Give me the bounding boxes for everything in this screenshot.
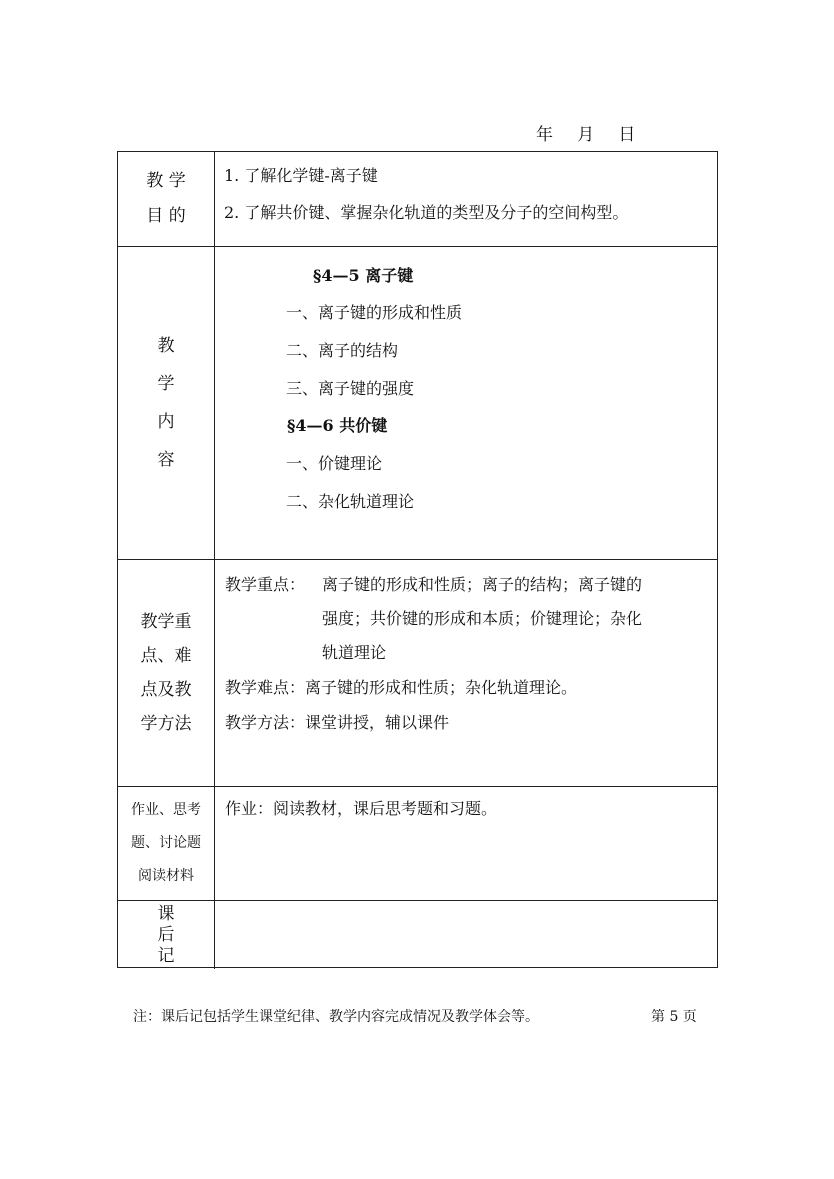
reflection-label-line-1: 课 bbox=[157, 903, 175, 924]
key-points-row bbox=[118, 560, 717, 787]
content-label-line-4: 容 bbox=[157, 450, 175, 470]
objectives-label-line-2: 目 的 bbox=[146, 206, 186, 226]
section1-item-2: 二、离子的结构 bbox=[286, 341, 399, 360]
objectives-content-cell bbox=[215, 152, 717, 246]
key-points-label-line-4: 学方法 bbox=[140, 714, 192, 734]
focus-prefix: 教学重点： bbox=[225, 575, 306, 594]
objective-item-1: 1. 了解化学键-离子键 bbox=[224, 166, 378, 185]
objectives-row bbox=[118, 152, 717, 247]
section2-item-1: 一、价键理论 bbox=[286, 454, 383, 473]
content-label-line-1: 教 bbox=[157, 336, 175, 356]
homework-label-line-1: 作业、思考 bbox=[131, 802, 201, 818]
date-line: 年 月 日 bbox=[536, 125, 638, 145]
section1-item-3: 三、离子键的强度 bbox=[286, 379, 415, 398]
key-points-label-cell bbox=[118, 560, 215, 786]
footer-note: 注：课后记包括学生课堂纪律、教学内容完成情况及教学体会等。 bbox=[133, 1009, 539, 1025]
key-points-label-line-2: 点、难 bbox=[140, 646, 192, 666]
objectives-label-cell bbox=[118, 152, 215, 246]
reflection-content-cell bbox=[215, 901, 717, 969]
key-points-label-line-3: 点及教 bbox=[140, 680, 192, 700]
section-heading-4-5: §4—5 离子键 bbox=[313, 266, 414, 285]
focus-line-2: 强度；共价键的形成和本质；价键理论；杂化 bbox=[322, 609, 643, 628]
key-points-label-line-1: 教学重 bbox=[140, 612, 192, 632]
reflection-label-line-2: 后 bbox=[157, 924, 175, 945]
key-points-content-cell bbox=[215, 560, 717, 786]
section-heading-4-6: §4—6 共价键 bbox=[287, 416, 388, 435]
content-label-line-2: 学 bbox=[157, 374, 175, 394]
page-number: 第 5 页 bbox=[651, 1009, 697, 1025]
homework-label-cell bbox=[118, 787, 215, 900]
homework-content-cell bbox=[215, 787, 717, 900]
method-line: 教学方法：课堂讲授，辅以课件 bbox=[225, 713, 450, 732]
difficulty-line: 教学难点：离子键的形成和性质；杂化轨道理论。 bbox=[225, 678, 578, 697]
content-label-cell bbox=[118, 247, 215, 559]
homework-text: 作业：阅读教材，课后思考题和习题。 bbox=[225, 799, 498, 818]
section2-item-2: 二、杂化轨道理论 bbox=[286, 492, 415, 511]
content-row bbox=[118, 247, 717, 560]
objective-item-2: 2. 了解共价键、掌握杂化轨道的类型及分子的空间构型。 bbox=[224, 203, 629, 222]
reflection-row bbox=[118, 901, 717, 969]
focus-line-3: 轨道理论 bbox=[322, 643, 387, 662]
lesson-plan-table bbox=[117, 151, 718, 968]
section1-item-1: 一、离子键的形成和性质 bbox=[286, 303, 463, 322]
homework-label-line-2: 题、讨论题 bbox=[131, 835, 201, 851]
reflection-label-cell bbox=[118, 901, 215, 969]
reflection-label-line-3: 记 bbox=[157, 945, 175, 966]
content-cell bbox=[215, 247, 717, 559]
focus-line-1: 离子键的形成和性质；离子的结构；离子键的 bbox=[322, 575, 643, 594]
content-label-line-3: 内 bbox=[157, 412, 175, 432]
homework-label-line-3: 阅读材料 bbox=[138, 868, 194, 884]
objectives-label-line-1: 教 学 bbox=[146, 171, 186, 191]
homework-row bbox=[118, 787, 717, 901]
